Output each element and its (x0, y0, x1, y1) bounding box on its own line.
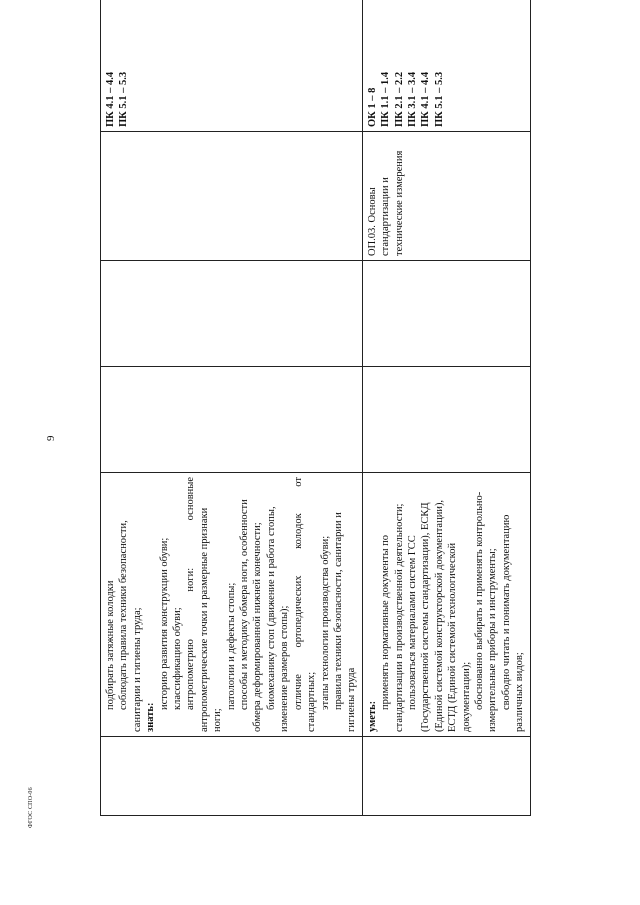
justified-line (184, 477, 197, 732)
page-number: 9 (45, 435, 57, 441)
text-line: пользоваться материалами систем ГСС (406, 535, 418, 710)
empty-cell (362, 261, 530, 367)
competency-code: ПК 1.1 – 1.4 (380, 71, 392, 127)
text-line: изменение размеров стопы); (279, 605, 291, 732)
text-line: способы и методику обмера ноги, особенности (239, 499, 251, 710)
discipline-cell (362, 132, 530, 261)
text-line: стандартных; (306, 671, 318, 732)
empty-cell (101, 261, 363, 367)
competency-code: ПК 5.1 – 5.3 (433, 71, 445, 127)
text-line: биомеханику стоп (движение и работа стопы, (265, 506, 277, 710)
skills-cell (362, 473, 530, 737)
text-line: свободно читать и понимать документацию (500, 514, 512, 710)
text-line: измерительные приборы и инструменты; (487, 548, 499, 732)
text-line: соблюдать правила техники безопасности, (118, 520, 130, 710)
word: колодок (292, 513, 304, 549)
justified-line (292, 477, 305, 732)
text-line: стандартизации в производственной деятельности; (393, 503, 405, 732)
word: от (292, 477, 304, 487)
text-line: документации); (460, 661, 472, 732)
word: отличие (292, 674, 304, 710)
text-line: обмера деформированной нижней конечности; (252, 522, 264, 732)
text-line: подбирать затяжные колодки (105, 580, 116, 710)
text-line: гигиены труда (346, 667, 358, 732)
text-line: классификацию обуви; (172, 607, 184, 710)
text-line: антропометрические точки и размерные признаки (198, 507, 210, 732)
text-line: (Единой системой конструкторской документации), (433, 499, 445, 732)
text-line: ноги; (212, 708, 224, 732)
discipline-cell (101, 132, 363, 261)
table-row (362, 0, 530, 816)
discipline-name: технические измерения (393, 150, 405, 256)
text-line: этапы технологии производства обуви; (319, 535, 331, 710)
text-line: (Государственной системы стандартизации), ЕСКД (420, 502, 432, 732)
word: ортопедических (292, 575, 304, 648)
competency-code: ПК 4.1 – 4.4 (105, 71, 116, 127)
competency-code: ПК 4.1 – 4.4 (420, 71, 432, 127)
empty-cell (101, 367, 363, 473)
word: основные (185, 477, 197, 521)
competencies-cell (362, 0, 530, 132)
footer-label: ФГОС СПО-06 (28, 787, 34, 828)
discipline-name: ОП.03. Основы (366, 187, 378, 256)
curriculum-table (100, 0, 531, 816)
empty-cell (362, 367, 530, 473)
text-line: патологии и дефекты стопы; (225, 582, 237, 710)
section-heading-know: знать: (145, 702, 157, 732)
text-line: применять нормативные документы по (380, 534, 392, 710)
skills-cell (101, 473, 363, 737)
competencies-cell (101, 0, 363, 132)
text-line: ЕСТД (Единой системой технологической (447, 542, 459, 732)
text-line: различных видов; (514, 652, 526, 732)
rotated-table-container (100, 42, 526, 816)
competency-code: ПК 2.1 – 2.2 (393, 71, 405, 127)
text-line: правила техники безопасности, санитарии и (332, 512, 344, 710)
text-line: санитарии и гигиены труда; (131, 607, 143, 732)
competency-code: ПК 3.1 – 3.4 (406, 71, 418, 127)
index-cell (101, 737, 363, 816)
discipline-name: стандартизации и (380, 177, 392, 256)
word: антропометрию (185, 639, 197, 710)
competency-code: ОК 1 – 8 (366, 87, 378, 127)
text-line: обоснованно выбирать и применять контрольно- (473, 491, 485, 710)
index-cell (362, 737, 530, 816)
table-row (101, 0, 363, 816)
word: ноги: (185, 567, 197, 592)
text-line: историю развития конструкции обуви; (158, 537, 170, 710)
section-heading-can: уметь: (366, 700, 378, 732)
competency-code: ПК 5.1 – 5.3 (118, 71, 130, 127)
